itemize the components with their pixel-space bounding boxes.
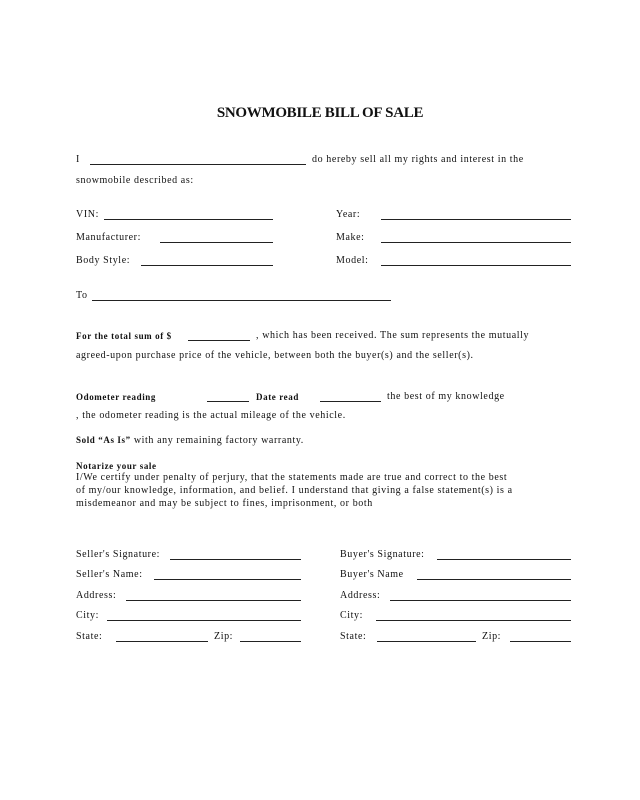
- seller-address-label: Address:: [76, 590, 117, 601]
- document-title: SNOWMOBILE BILL OF SALE: [216, 105, 424, 121]
- buyer-city-label: City:: [340, 610, 364, 621]
- seller-city-label: City:: [76, 610, 100, 621]
- body-style-line[interactable]: [141, 265, 273, 266]
- notarize-line2: of my/our knowledge, information, and belief. I understand that giving a false statement(s) is a: [76, 485, 513, 496]
- make-line[interactable]: [381, 242, 571, 243]
- to-label: To: [76, 290, 88, 301]
- seller-name-label: Seller's Name:: [76, 569, 143, 580]
- seller-zip-label: Zip:: [214, 631, 234, 642]
- odometer-line2-text: , the odometer reading is the actual mileage of the vehicle.: [76, 410, 346, 421]
- notarize-heading: Notarize your sale: [76, 461, 157, 471]
- as-is-bold: Sold “As Is”: [76, 435, 131, 445]
- odometer-label: Odometer reading: [76, 392, 157, 402]
- as-is-rest: with any remaining factory warranty.: [130, 435, 304, 446]
- make-label: Make:: [336, 232, 365, 243]
- seller-zip-line[interactable]: [240, 641, 301, 642]
- intro-described-text: snowmobile described as:: [76, 175, 194, 186]
- seller-address-line[interactable]: [126, 600, 301, 601]
- vin-line[interactable]: [104, 219, 273, 220]
- year-label: Year:: [336, 209, 361, 220]
- vin-label: VIN:: [76, 209, 99, 220]
- seller-state-label: State:: [76, 631, 103, 642]
- as-is-text: [76, 434, 304, 447]
- seller-name-intro-line[interactable]: [90, 164, 306, 165]
- manufacturer-line[interactable]: [160, 242, 273, 243]
- sum-received-text: , which has been received. The sum represents the mutually: [256, 330, 530, 341]
- seller-city-line[interactable]: [107, 620, 301, 621]
- intro-hereby-text: do hereby sell all my rights and interest in the: [312, 154, 524, 165]
- odometer-line[interactable]: [207, 401, 249, 402]
- seller-state-line[interactable]: [116, 641, 208, 642]
- total-sum-label: For the total sum of $: [76, 331, 172, 341]
- seller-signature-line[interactable]: [170, 559, 301, 560]
- buyer-signature-label: Buyer's Signature:: [340, 549, 425, 560]
- buyer-address-label: Address:: [340, 590, 381, 601]
- total-sum-line[interactable]: [188, 340, 250, 341]
- model-line[interactable]: [381, 265, 571, 266]
- buyer-name-line[interactable]: [417, 579, 571, 580]
- buyer-to-line[interactable]: [92, 300, 391, 301]
- year-line[interactable]: [381, 219, 571, 220]
- buyer-city-line[interactable]: [376, 620, 571, 621]
- buyer-zip-line[interactable]: [510, 641, 571, 642]
- date-read-label: Date read: [256, 392, 299, 402]
- buyer-zip-label: Zip:: [482, 631, 502, 642]
- sum-line2-text: agreed-upon purchase price of the vehicle, between both the buyer(s) and the seller(s).: [76, 350, 474, 361]
- buyer-state-label: State:: [340, 631, 367, 642]
- buyer-address-line[interactable]: [390, 600, 571, 601]
- model-label: Model:: [336, 255, 369, 266]
- intro-i-label: I: [76, 154, 80, 165]
- buyer-state-line[interactable]: [377, 641, 476, 642]
- buyer-signature-line[interactable]: [437, 559, 571, 560]
- manufacturer-label: Manufacturer:: [76, 232, 141, 243]
- odometer-knowledge-text: the best of my knowledge: [387, 391, 505, 402]
- notarize-line3: misdemeanor and may be subject to fines, imprisonment, or both: [76, 498, 373, 509]
- seller-signature-label: Seller's Signature:: [76, 549, 161, 560]
- buyer-name-label: Buyer's Name: [340, 569, 404, 580]
- date-read-line[interactable]: [320, 401, 381, 402]
- seller-name-line[interactable]: [154, 579, 301, 580]
- body-style-label: Body Style:: [76, 255, 131, 266]
- notarize-line1: I/We certify under penalty of perjury, that the statements made are true and correct to the best: [76, 472, 508, 483]
